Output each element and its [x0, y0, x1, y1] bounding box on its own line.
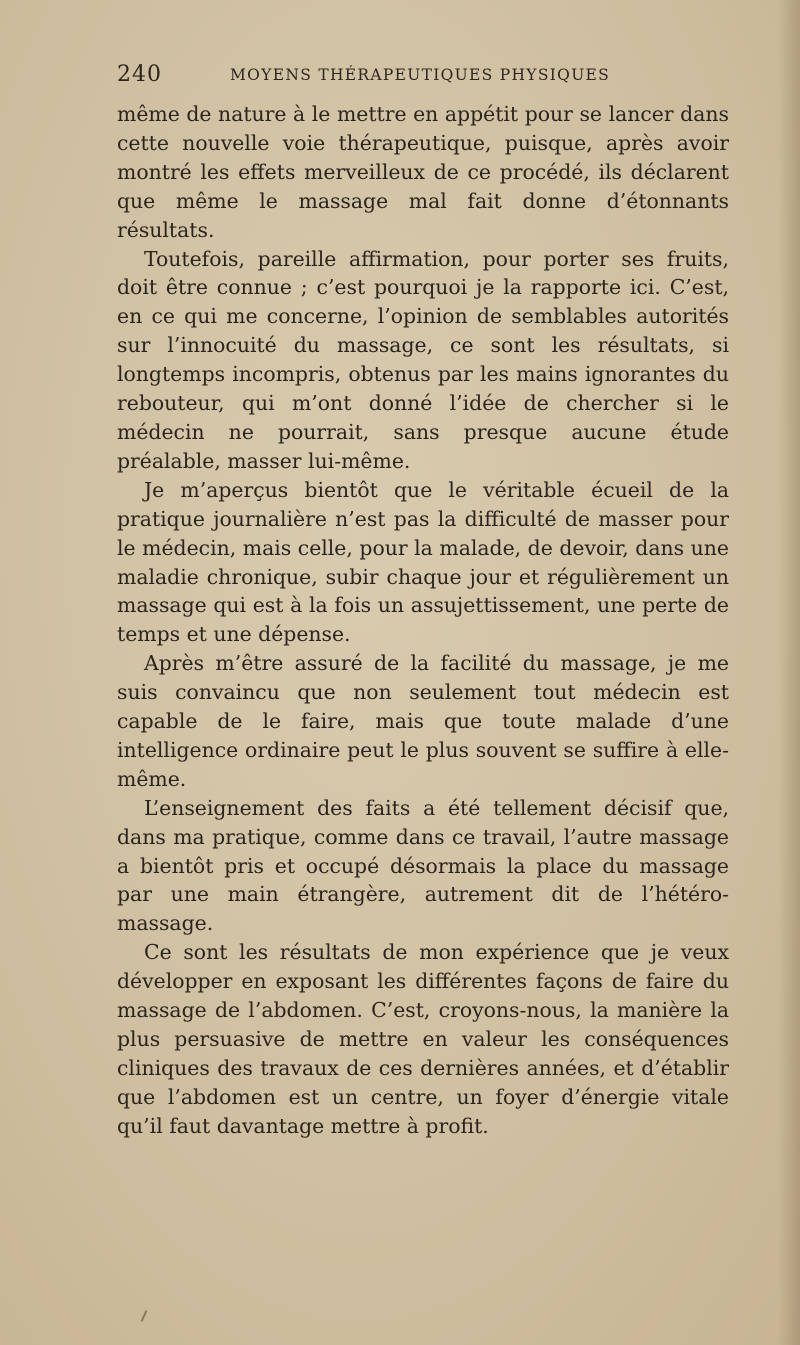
paragraph: Après m’être assuré de la facilité du massage, je me suis convaincu que non seulement tout médecin est capable de le faire, mais que toute malade d’une intelligence ordinaire peut le plus souvent se suffire à elle-même.	[117, 651, 729, 791]
running-title: MOYENS THÉRAPEUTIQUES PHYSIQUES	[230, 66, 611, 84]
ink-mark	[141, 1310, 148, 1322]
paragraph: Ce sont les résultats de mon expérience que je veux développer en exposant les différentes façons de faire du massage de l’abdomen. C’est, croyons-nous, la manière la plus persuasive de mettre en valeur les conséquences cliniques des travaux de ces dernières années, et d’établir que l’abdomen est un centre, un foyer d’énergie vitale qu’il faut davantage mettre à profit.	[117, 940, 729, 1138]
page-number: 240	[117, 62, 162, 87]
paragraph: même de nature à le mettre en appétit pour se lancer dans cette nouvelle voie thérapeutique, puisque, après avoir montré les effets merveilleux de ce procédé, ils déclarent que même le massage mal fait donne d’étonnants résultats.	[117, 102, 729, 242]
paragraph: Je m’aperçus bientôt que le véritable écueil de la pratique journalière n’est pas la difficulté de masser pour le médecin, mais celle, pour la malade, de devoir, dans une maladie chronique, subir chaque jour et régulièrement un massage qui est à la fois un assujettissement, une perte de temps et une dépense.	[117, 477, 729, 647]
running-head	[117, 62, 729, 92]
page-edge-shadow	[778, 0, 800, 1345]
paragraph: L’enseignement des faits a été tellement décisif que, dans ma pratique, comme dans ce travail, l’autre massage a bientôt pris et occupé désormais la place du massage par une main étrangère, autrement dit de l’hétéro-massage.	[117, 795, 729, 936]
paragraph: Toutefois, pareille affirmation, pour porter ses fruits, doit être connue ; c’est pourquoi je la rapporte ici. C’est, en ce qui me concerne, l’opinion de semblables autorités sur l’innocuité du massage, ce sont les résultats, si longtemps incompris, obtenus par les mains ignorantes du rebouteur, qui m’ont donné l’idée de chercher si le médecin ne pourrait, sans presque aucune étude préalable, masser lui-même.	[117, 246, 729, 473]
body-text	[117, 100, 729, 1141]
